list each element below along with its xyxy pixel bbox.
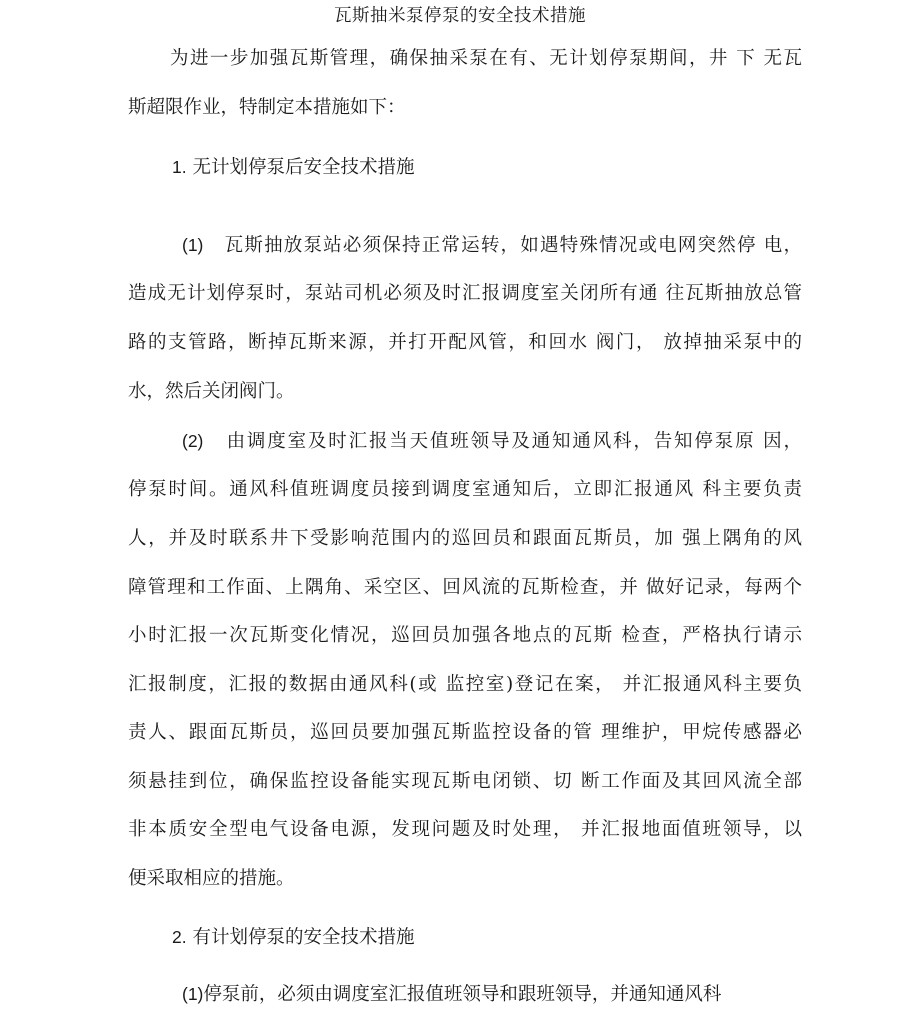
document-title: 瓦斯抽米泵停泵的安全技术措施 <box>334 6 586 26</box>
intro-line-1: 为进一步加强瓦斯管理，确保抽采泵在有、无计划停泵期间，井 下 无瓦 <box>170 48 802 69</box>
s1-item2-line-9: 非本质安全型电气设备电源，发现问题及时处理， 并汇报地面值班领导，以 <box>128 819 802 840</box>
s1-item2-line-8: 须悬挂到位，确保监控设备能实现瓦斯电闭锁、切 断工作面及其回风流全部 <box>128 771 802 792</box>
s1-item1-line-3: 路的支管路，断掉瓦斯来源，并打开配风管，和回水 阀门， 放掉抽采泵中的 <box>128 332 802 353</box>
s1-item2-text-1: 由调度室及时汇报当天值班领导及通知通风科，告知停泵原 因， <box>226 431 802 452</box>
section-1-title: 无计划停泵后安全技术措施 <box>192 157 415 178</box>
s2-item1-line-1 <box>182 981 802 1007</box>
s1-item2-line-1 <box>182 428 802 454</box>
s1-item2-line-6: 汇报制度，汇报的数据由通风科(或 监控室)登记在案， 并汇报通风科主要负 <box>128 674 802 695</box>
s1-item2-line-2: 停泵时间。通风科值班调度员接到调度室通知后，立即汇报通风 科主要负责 <box>128 479 802 500</box>
intro-line-2: 斯超限作业，特制定本措施如下： <box>128 97 406 118</box>
s1-item1-line-4: 水，然后关闭阀门。 <box>128 381 295 402</box>
s1-item2-line-10: 便采取相应的措施。 <box>128 868 295 889</box>
s1-item1-line-2: 造成无计划停泵时，泵站司机必须及时汇报调度室关闭所有通 往瓦斯抽放总管 <box>128 283 802 304</box>
s1-item1-line-1 <box>182 232 802 258</box>
s2-item1-number: (1) <box>182 984 204 1004</box>
s2-item1-text-1: 停泵前，必须由调度室汇报值班领导和跟班领导，并通知通风科 <box>203 984 722 1005</box>
section-2-number: 2. <box>172 927 187 947</box>
s1-item1-number: (1) <box>182 235 204 255</box>
s1-item2-line-7: 责人、跟面瓦斯员，巡回员要加强瓦斯监控设备的管 理维护，甲烷传感器必 <box>128 722 802 743</box>
section-1-heading <box>172 154 415 181</box>
section-2-heading <box>172 924 415 951</box>
s1-item2-line-5: 小时汇报一次瓦斯变化情况，巡回员加强各地点的瓦斯 检查，严格执行请示 <box>128 625 802 646</box>
s1-item2-number: (2) <box>182 431 204 451</box>
section-1-number: 1. <box>172 157 187 177</box>
s1-item2-line-3: 人，并及时联系井下受影响范围内的巡回员和跟面瓦斯员，加 强上隅角的风 <box>128 528 802 549</box>
s1-item1-text-1: 瓦斯抽放泵站必须保持正常运转，如遇特殊情况或电网突然停 电， <box>224 235 802 256</box>
s1-item2-line-4: 障管理和工作面、上隅角、采空区、回风流的瓦斯检查，并 做好记录，每两个 <box>128 577 802 598</box>
section-2-title: 有计划停泵的安全技术措施 <box>192 927 415 948</box>
